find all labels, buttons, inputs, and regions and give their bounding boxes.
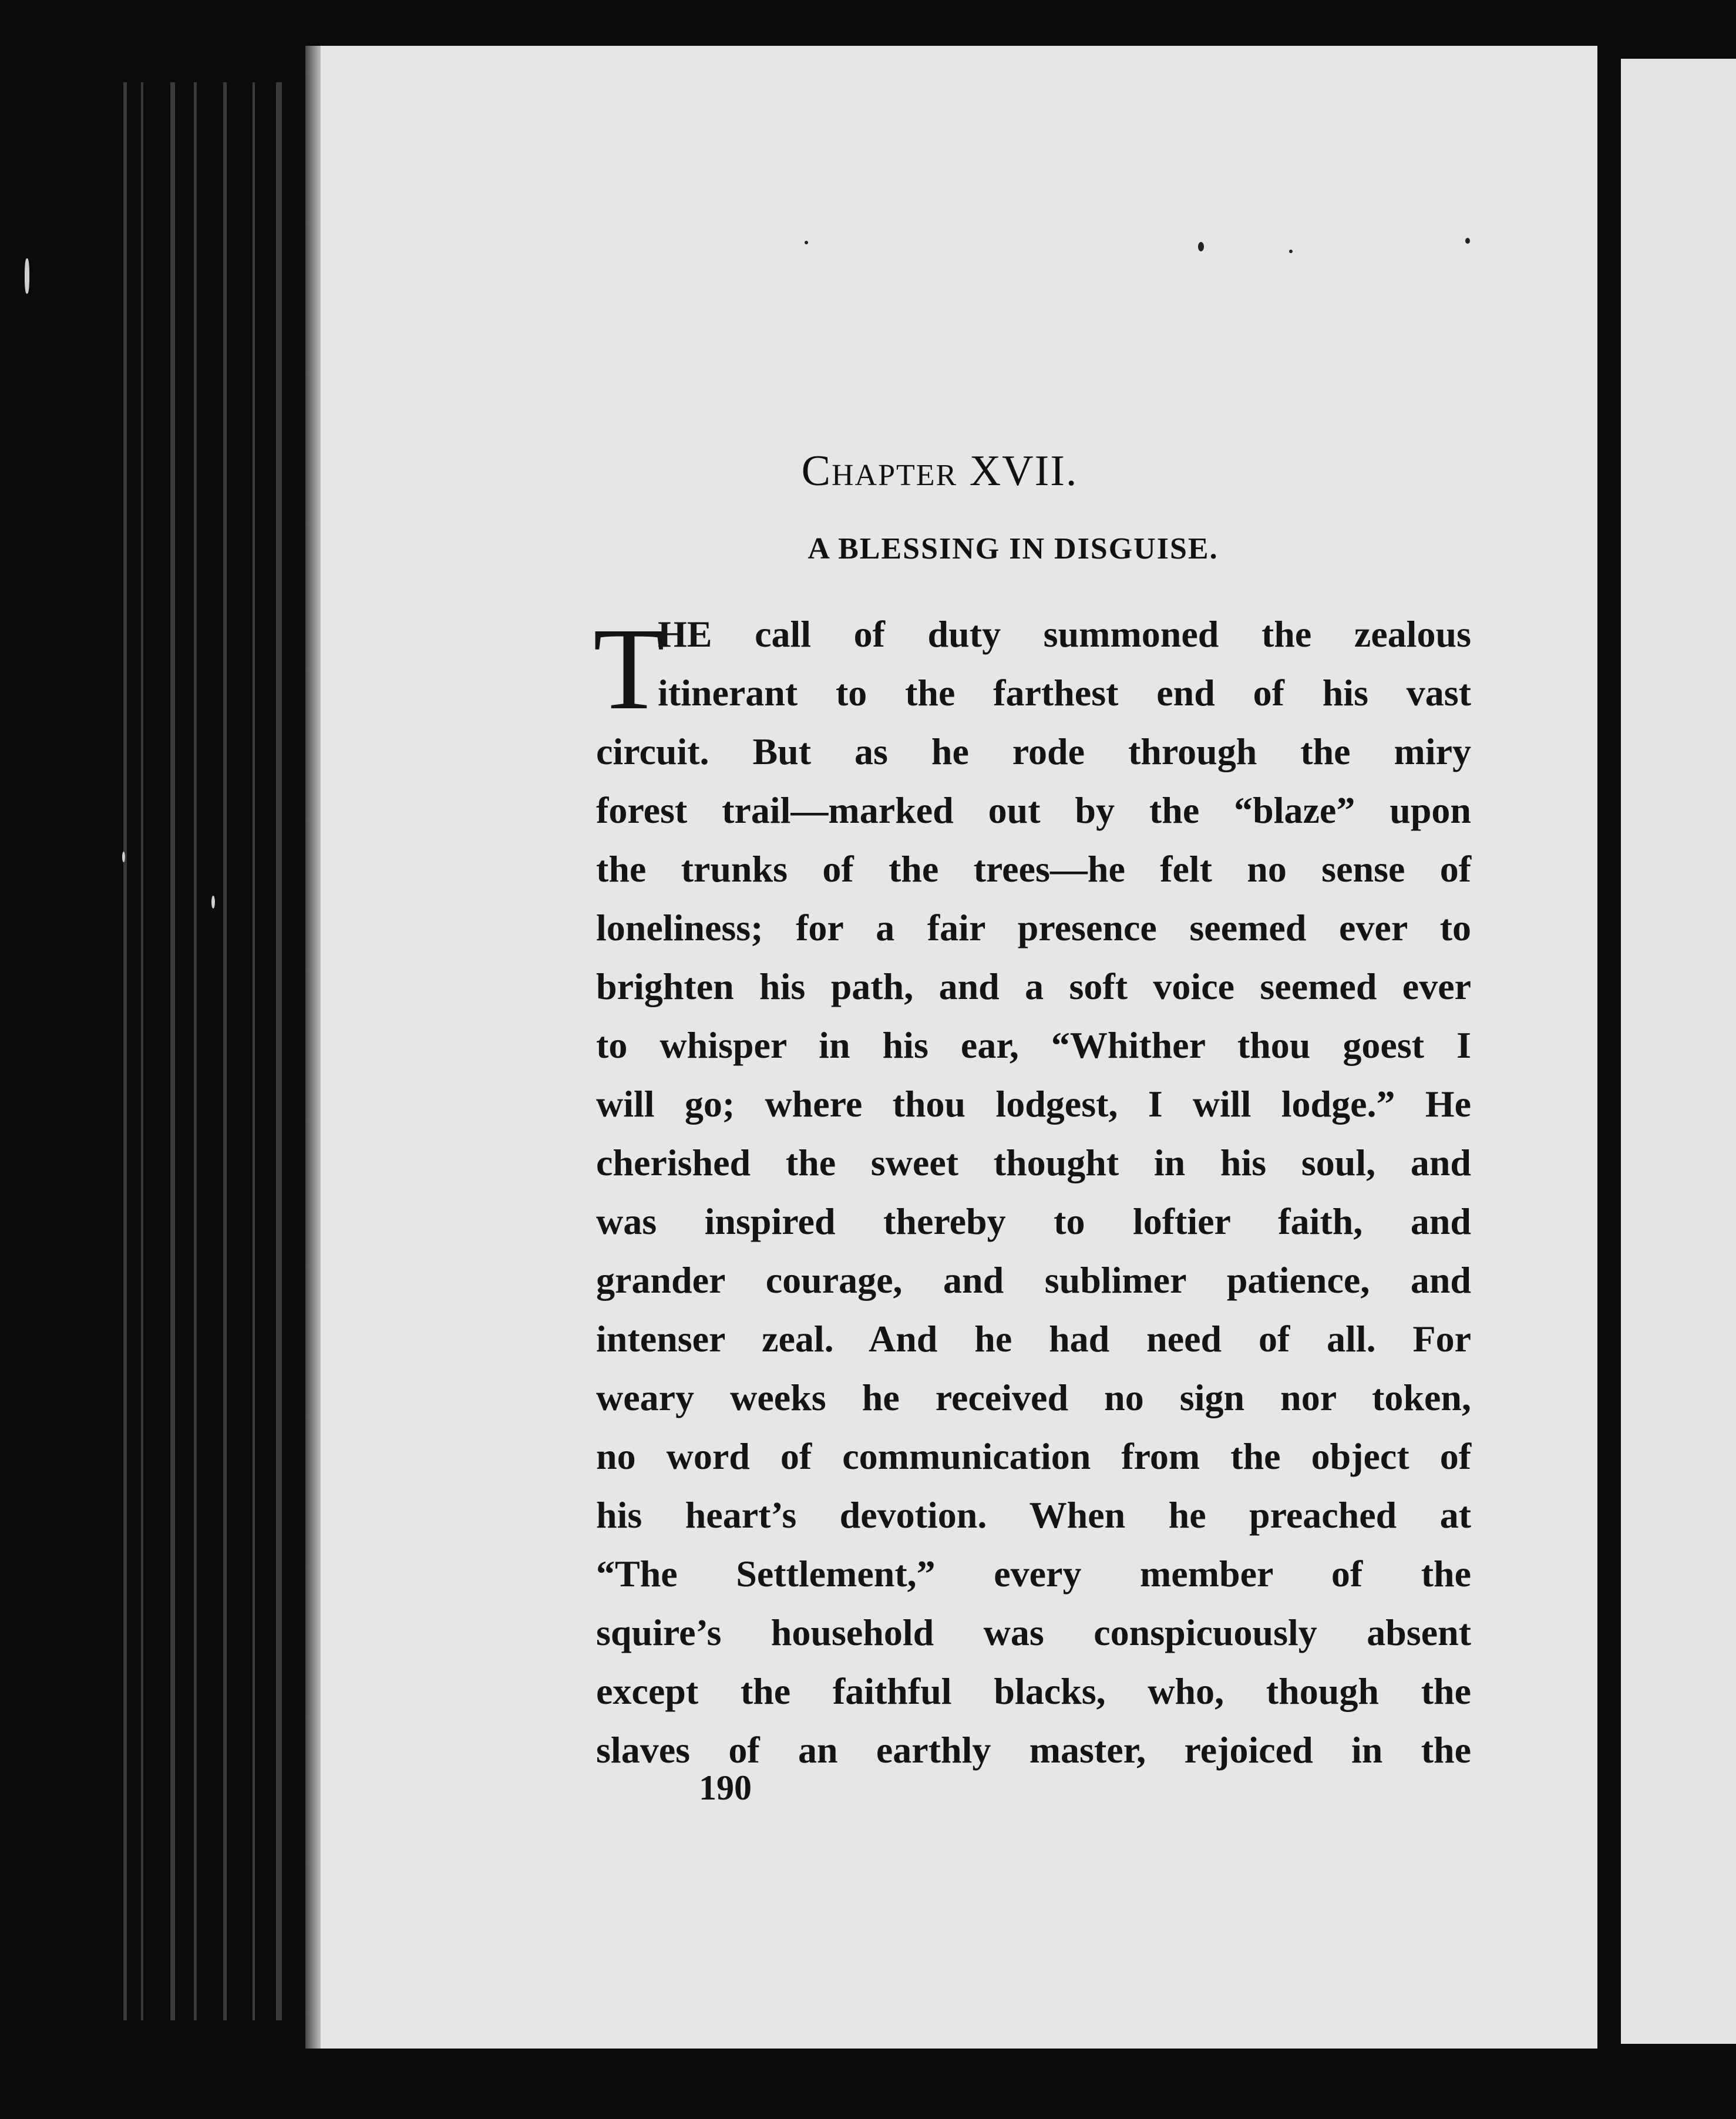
binding-edge-line bbox=[194, 82, 197, 2020]
binding-edge-line bbox=[170, 82, 175, 2020]
chapter-number: XVII. bbox=[969, 447, 1078, 495]
scan-speck bbox=[1465, 238, 1470, 244]
text-line: circuit. But as he rode through the miry bbox=[596, 731, 1471, 772]
text-line: will go; where thou lodgest, I will lodge.” He bbox=[596, 1083, 1471, 1125]
binding-edge-line bbox=[253, 82, 255, 2020]
body-text bbox=[596, 605, 1471, 1780]
text-line: brighten his path, and a soft voice seemed ever bbox=[596, 966, 1471, 1007]
text-line: the trunks of the trees—he felt no sense of bbox=[596, 848, 1471, 890]
text-line: grander courage, and sublimer patience, and bbox=[596, 1259, 1471, 1301]
page-number: 190 bbox=[699, 1768, 752, 1807]
text-line: forest trail—marked out by the “blaze” upon bbox=[596, 789, 1471, 831]
text-line: slaves of an earthly master, rejoiced in the bbox=[596, 1729, 1471, 1771]
text-line: HE call of duty summoned the zealous bbox=[658, 613, 1471, 655]
chapter-subtitle: A BLESSING IN DISGUISE. bbox=[808, 532, 1219, 566]
text-line: except the faithful blacks, who, though the bbox=[596, 1670, 1471, 1712]
facing-page-edge bbox=[1621, 59, 1736, 2044]
text-line: cherished the sweet thought in his soul, and bbox=[596, 1142, 1471, 1183]
scan-speck bbox=[211, 896, 215, 909]
text-line: itinerant to the farthest end of his vast bbox=[658, 672, 1471, 714]
drop-cap: T bbox=[593, 604, 665, 734]
chapter-title bbox=[587, 446, 1292, 496]
chapter-prefix: Chapter bbox=[801, 447, 958, 495]
scan-speck bbox=[122, 852, 125, 862]
text-line: “The Settlement,” every member of the bbox=[596, 1553, 1471, 1595]
text-line: squire’s household was conspicuously absent bbox=[596, 1612, 1471, 1653]
binding-edge-line bbox=[276, 82, 282, 2020]
page-gutter bbox=[1597, 46, 1621, 2049]
text-line: was inspired thereby to loftier faith, and bbox=[596, 1200, 1471, 1242]
text-line: no word of communication from the object of bbox=[596, 1435, 1471, 1477]
text-line: intenser zeal. And he had need of all. For bbox=[596, 1318, 1471, 1360]
text-line: weary weeks he received no sign nor token, bbox=[596, 1377, 1471, 1418]
page-gutter-shadow bbox=[305, 46, 321, 2049]
binding-edge-line bbox=[123, 82, 127, 2020]
scan-speck bbox=[805, 241, 808, 244]
scan-speck bbox=[1198, 242, 1204, 251]
scan-speck bbox=[25, 258, 29, 294]
text-line: loneliness; for a fair presence seemed ever to bbox=[596, 907, 1471, 948]
binding-edge-line bbox=[223, 82, 227, 2020]
binding-edge-line bbox=[141, 82, 143, 2020]
text-line: to whisper in his ear, “Whither thou goest I bbox=[596, 1024, 1471, 1066]
scan-speck bbox=[1289, 250, 1293, 253]
text-line: his heart’s devotion. When he preached at bbox=[596, 1494, 1471, 1536]
